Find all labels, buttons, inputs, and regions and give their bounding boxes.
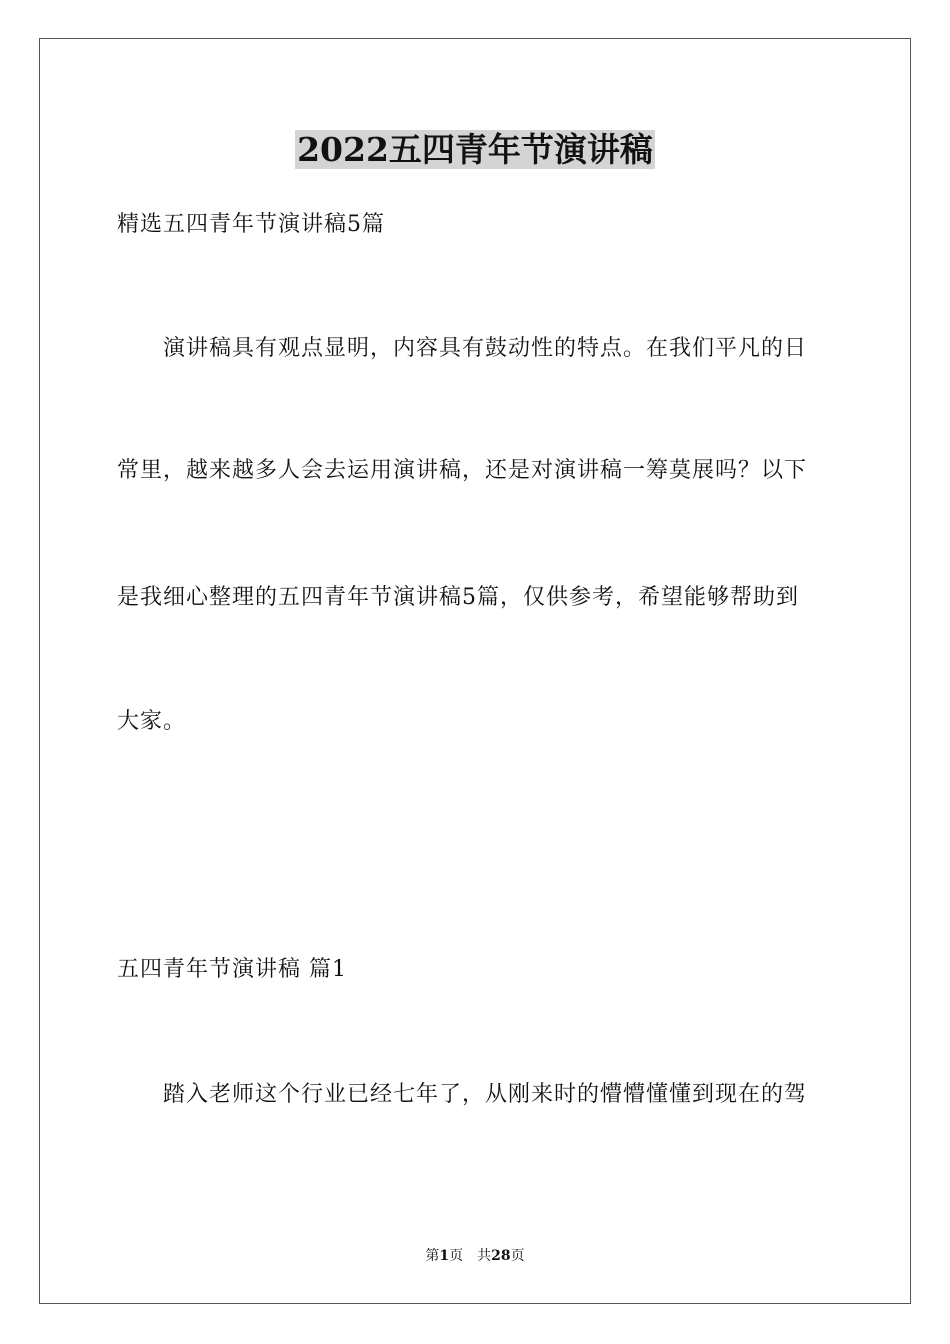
intro-line-2: 常里，越来越多人会去运用演讲稿，还是对演讲稿一筹莫展吗？以下: [117, 458, 808, 483]
intro-line-4: 大家。: [117, 709, 187, 734]
footer-total-suffix: 页: [510, 1248, 525, 1264]
footer-page-total: 28: [491, 1248, 511, 1264]
document-title-text: 2022五四青年节演讲稿: [297, 130, 653, 169]
document-subtitle: 精选五四青年节演讲稿5篇: [117, 212, 385, 237]
section-heading: 五四青年节演讲稿 篇1: [117, 957, 347, 982]
section-line-1: 踏入老师这个行业已经七年了，从刚来时的懵懵懂懂到现在的驾: [163, 1082, 808, 1107]
footer-page-suffix: 页: [449, 1248, 464, 1264]
intro-line-3: 是我细心整理的五四青年节演讲稿5篇，仅供参考，希望能够帮助到: [117, 585, 799, 610]
page-footer: [0, 1247, 950, 1265]
footer-page-prefix: 第: [425, 1248, 440, 1264]
intro-line-1: 演讲稿具有观点显明，内容具有鼓动性的特点。在我们平凡的日: [163, 336, 808, 361]
footer-page-current: 1: [439, 1248, 450, 1264]
footer-total-prefix: 共: [477, 1248, 492, 1264]
document-title: [0, 128, 950, 172]
